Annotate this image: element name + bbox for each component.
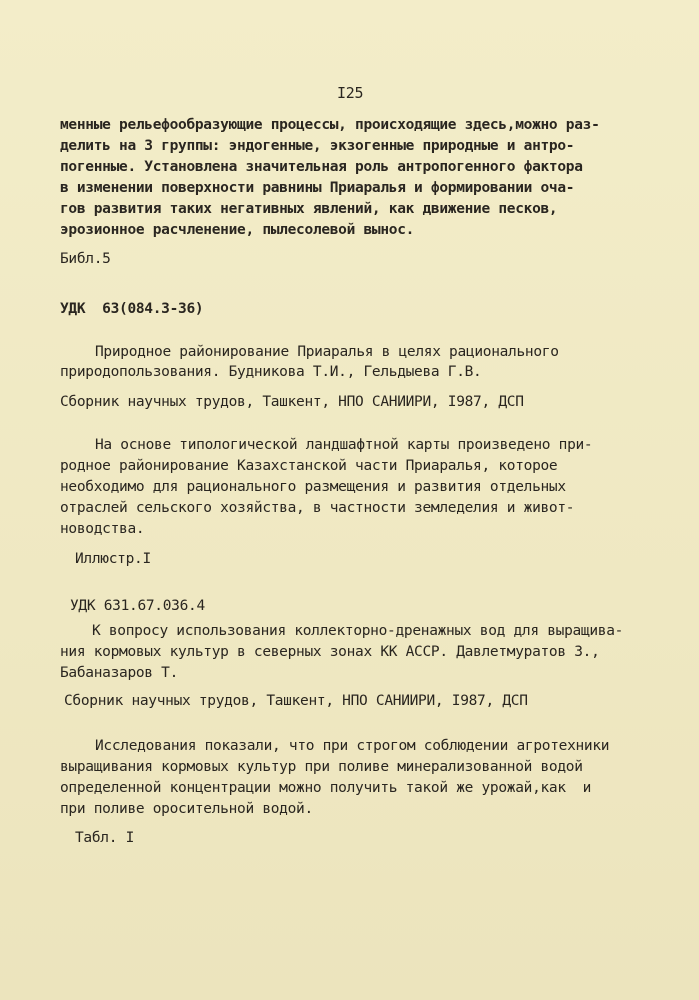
entry-3-title-line-3: Бабаназаров Т. <box>60 665 179 681</box>
page-number: I25 <box>337 84 364 102</box>
bibliography-note: Библ.5 <box>60 251 111 267</box>
entry-2-source: Сборник научных трудов, Ташкент, НПО САНИИРИ, I987, ДСП <box>60 394 524 410</box>
abstract-1-line-3: погенные. Установлена значительная роль антропогенного фактора <box>60 159 583 175</box>
entry-2-title-line-2: природопользования. Будникова Т.И., Гельдыева Г.В. <box>60 364 482 380</box>
entry-3-abstract-line-4: при поливе оросительной водой. <box>60 801 313 817</box>
entry-3-title-line-1: К вопросу использования коллекторно-дренажных вод для выращива- <box>92 623 624 639</box>
abstract-1-line-2: делить на 3 группы: эндогенные, экзогенные природные и антро- <box>60 138 575 154</box>
abstract-1-line-1: менные рельефообразующие процессы, происходящие здесь,можно раз- <box>60 117 600 133</box>
entry-2-abstract-line-3: необходимо для рационального размещения и развития отдельных <box>60 479 566 495</box>
entry-3-title-line-2: ния кормовых культур в северных зонах КК АССР. Давлетмуратов З., <box>60 644 600 660</box>
entry-2-abstract-line-5: новодства. <box>60 521 145 537</box>
udk-code-3: УДК 631.67.036.4 <box>70 598 205 614</box>
entry-2-abstract-line-2: родное районирование Казахстанской части Приаралья, которое <box>60 458 558 474</box>
udk-code-2: УДК 63(084.3-36) <box>60 301 204 317</box>
entry-2-abstract-line-1: На основе типологической ландшафтной карты произведено при- <box>95 437 593 453</box>
abstract-1-line-5: гов развития таких негативных явлений, как движение песков, <box>60 201 558 217</box>
abstract-1-line-4: в изменении поверхности равнины Приаралья и формировании оча- <box>60 180 575 196</box>
abstract-1-line-6: эрозионное расчленение, пылесолевой вынос. <box>60 222 415 238</box>
entry-3-source: Сборник научных трудов, Ташкент, НПО САНИИРИ, I987, ДСП <box>64 693 528 709</box>
entry-3-abstract-line-3: определенной концентрации можно получить такой же урожай,как и <box>60 780 592 796</box>
entry-3-abstract-line-2: выращивания кормовых культур при поливе минерализованной водой <box>60 759 583 775</box>
table-note: Табл. I <box>75 830 135 846</box>
illustration-note: Иллюстр.I <box>75 551 151 567</box>
entry-2-title-line-1: Природное районирование Приаралья в целях рационального <box>95 344 559 360</box>
entry-3-abstract-line-1: Исследования показали, что при строгом соблюдении агротехники <box>95 738 610 754</box>
entry-2-abstract-line-4: отраслей сельского хозяйства, в частности земледелия и живот- <box>60 500 575 516</box>
